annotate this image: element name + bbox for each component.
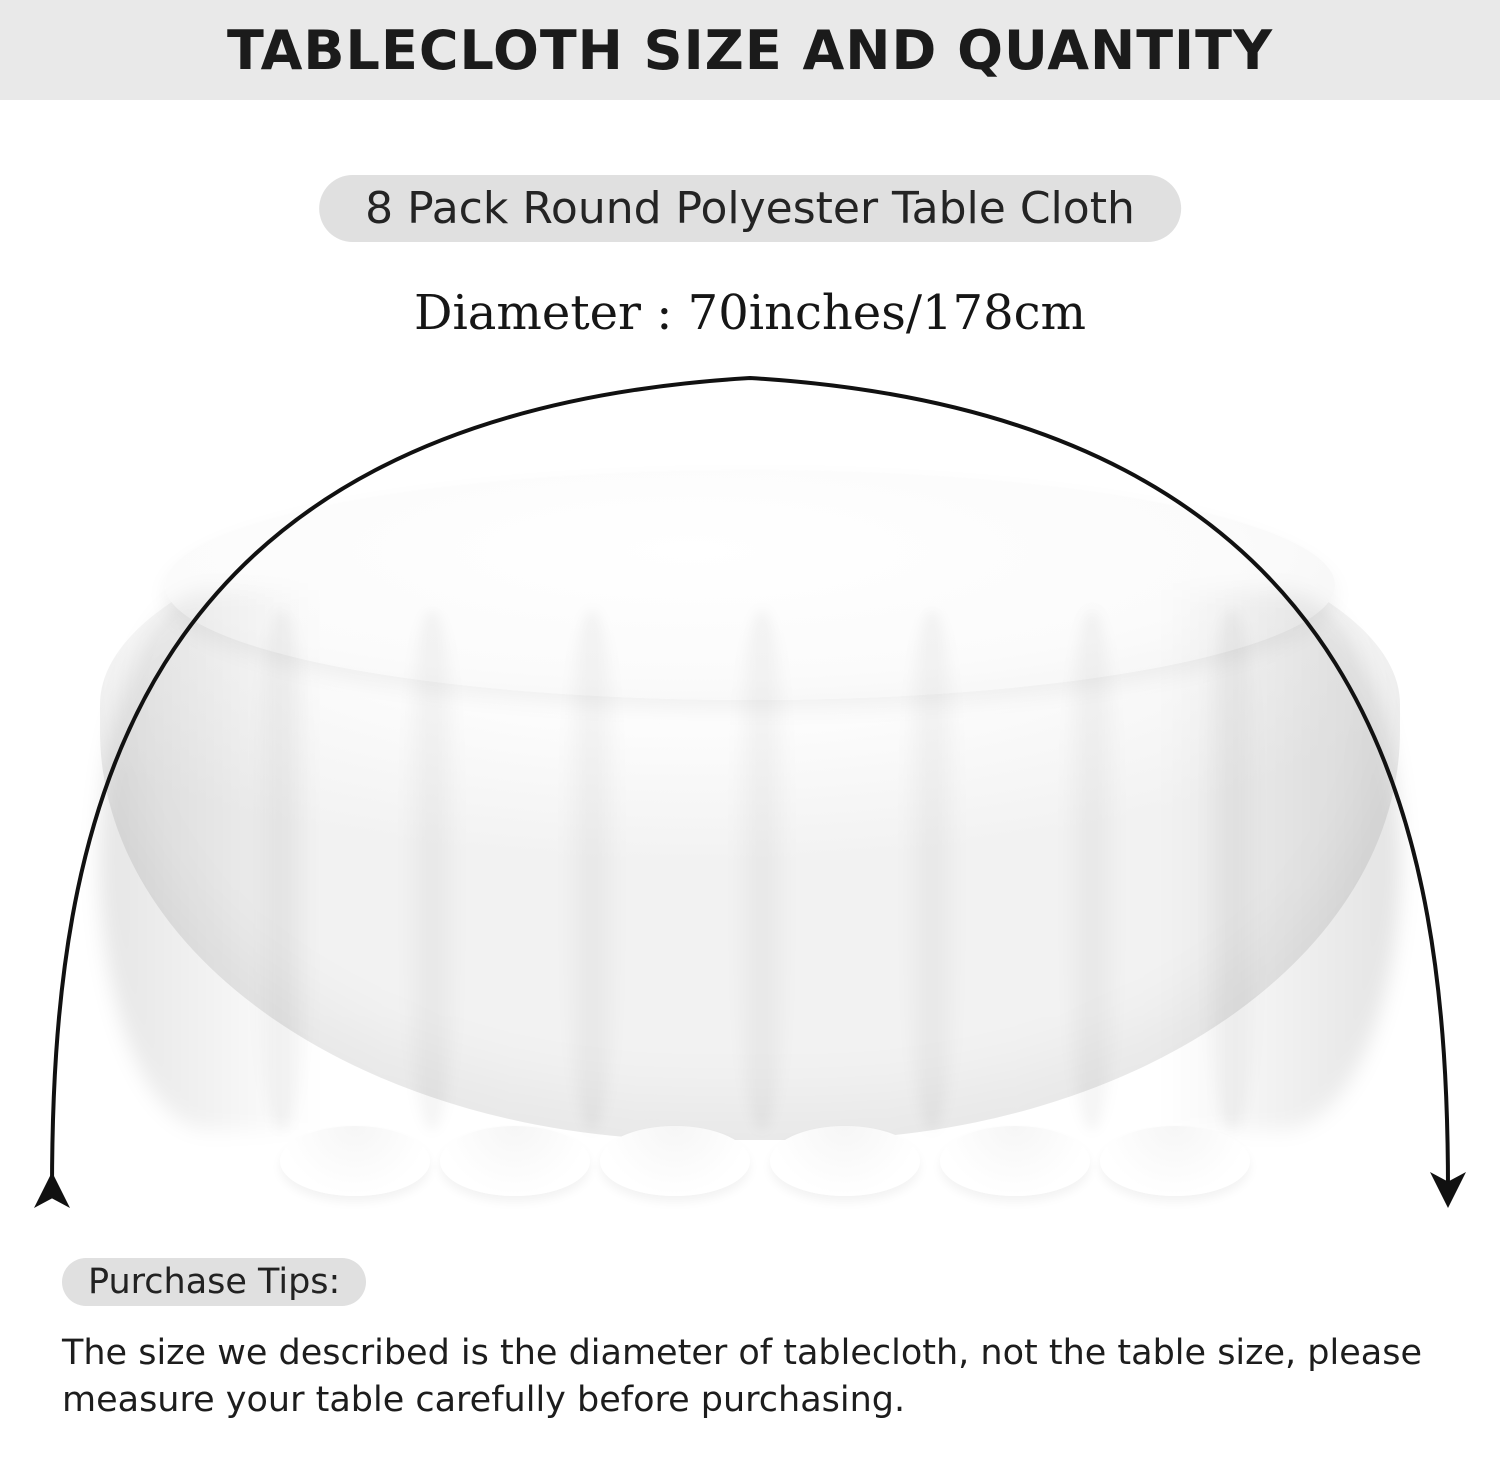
product-subtitle-pill bbox=[319, 175, 1181, 242]
measurement-curve bbox=[52, 378, 1448, 1190]
purchase-tips-pill bbox=[62, 1258, 366, 1306]
purchase-tips-label: Purchase Tips: bbox=[88, 1262, 341, 1302]
product-subtitle: 8 Pack Round Polyester Table Cloth bbox=[365, 183, 1135, 234]
diameter-measurement-arrow bbox=[0, 360, 1500, 1240]
page-title: TABLECLOTH SIZE AND QUANTITY bbox=[226, 18, 1274, 82]
purchase-tips-body: The size we described is the diameter of tablecloth, not the table size, please measure your table carefully before purchasing. bbox=[62, 1333, 1422, 1421]
product-illustration bbox=[0, 360, 1500, 1240]
header-band bbox=[0, 0, 1500, 100]
diameter-spec: Diameter : 70inches/178cm bbox=[413, 285, 1087, 341]
